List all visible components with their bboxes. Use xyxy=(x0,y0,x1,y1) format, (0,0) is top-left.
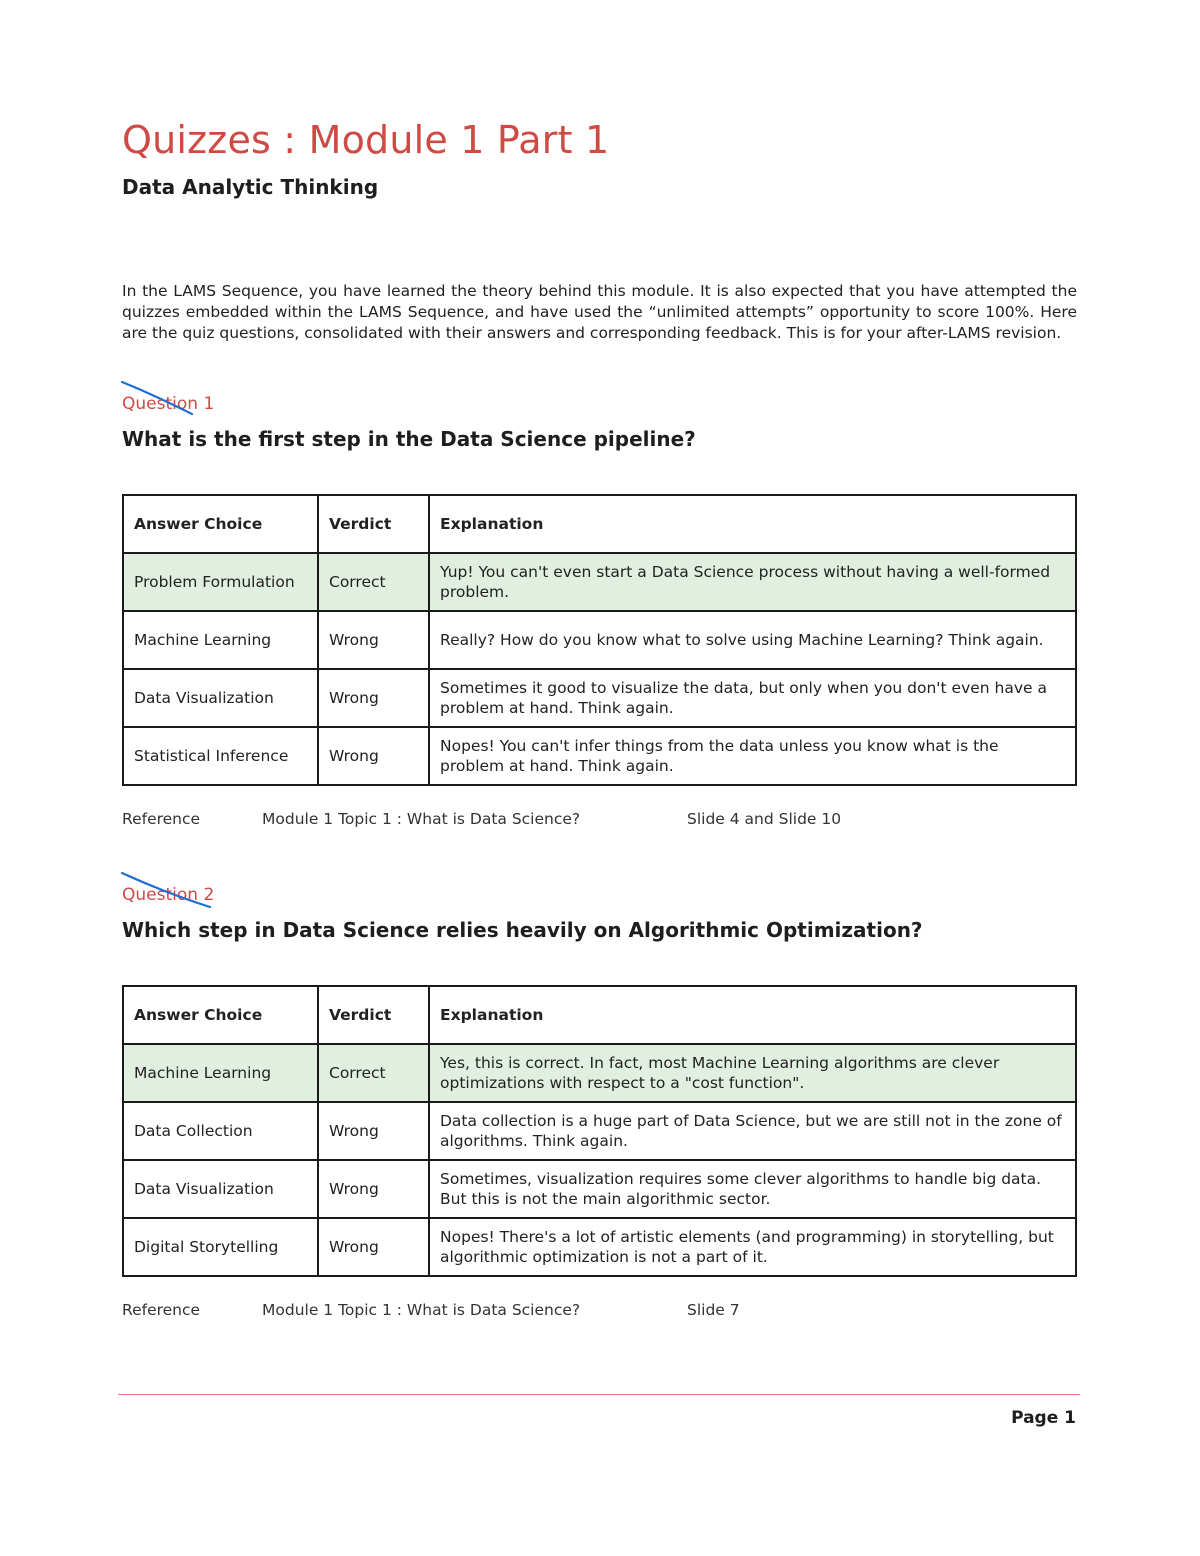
table-header-row xyxy=(123,986,1076,1044)
footer-divider xyxy=(118,1394,1080,1395)
question-2-answer-table xyxy=(122,985,1077,1277)
table-row xyxy=(123,669,1076,727)
reference-topic: Module 1 Topic 1 : What is Data Science? xyxy=(262,1301,581,1319)
explanation-cell: Data collection is a huge part of Data Science, but we are still not in the zone of algorithms. Think again. xyxy=(429,1102,1076,1160)
table-row xyxy=(123,553,1076,611)
question-2-label xyxy=(122,883,1077,907)
answer-cell: Statistical Inference xyxy=(123,727,318,785)
table-row xyxy=(123,1160,1076,1218)
reference-label: Reference xyxy=(122,810,201,828)
answer-cell: Digital Storytelling xyxy=(123,1218,318,1276)
reference-label: Reference xyxy=(122,1301,201,1319)
verdict-cell: Wrong xyxy=(318,1218,429,1276)
table-row xyxy=(123,1218,1076,1276)
header-answer-choice: Answer Choice xyxy=(123,495,318,553)
answer-cell: Data Visualization xyxy=(123,1160,318,1218)
explanation-cell: Nopes! You can't infer things from the data unless you know what is the problem at hand. Think again. xyxy=(429,727,1076,785)
verdict-cell: Correct xyxy=(318,553,429,611)
question-2-text: Which step in Data Science relies heavily on Algorithmic Optimization? xyxy=(122,918,923,942)
page-title: Quizzes : Module 1 Part 1 xyxy=(122,118,610,162)
question-1-reference xyxy=(122,810,1077,832)
pen-strike-icon xyxy=(120,378,200,422)
header-explanation: Explanation xyxy=(429,495,1076,553)
answer-cell: Machine Learning xyxy=(123,1044,318,1102)
question-1-block xyxy=(122,392,1077,452)
header-answer-choice: Answer Choice xyxy=(123,986,318,1044)
explanation-cell: Yup! You can't even start a Data Science process without having a well-formed problem. xyxy=(429,553,1076,611)
explanation-cell: Sometimes, visualization requires some clever algorithms to handle big data. But this is not the main algorithmic sector. xyxy=(429,1160,1076,1218)
verdict-cell: Correct xyxy=(318,1044,429,1102)
page-number: Page 1 xyxy=(1011,1408,1076,1428)
explanation-cell: Yes, this is correct. In fact, most Machine Learning algorithms are clever optimizations with respect to a "cost function". xyxy=(429,1044,1076,1102)
answer-cell: Problem Formulation xyxy=(123,553,318,611)
table-row xyxy=(123,611,1076,669)
question-1-text: What is the first step in the Data Science pipeline? xyxy=(122,427,696,451)
intro-paragraph: In the LAMS Sequence, you have learned the theory behind this module. It is also expected that you have attempted the quizzes embedded within the LAMS Sequence, and have used the “unlimited attempts” opportunity to score 100%. Here are the quiz questions, consolidated with their answers and corresponding feedback. This is for your after-LAMS revision. xyxy=(122,282,1077,342)
verdict-cell: Wrong xyxy=(318,1102,429,1160)
verdict-cell: Wrong xyxy=(318,669,429,727)
question-1-answer-table xyxy=(122,494,1077,786)
question-1-label xyxy=(122,392,1077,416)
reference-slides: Slide 4 and Slide 10 xyxy=(687,810,842,828)
question-2-label-text: Question 2 xyxy=(122,885,215,905)
page-subtitle: Data Analytic Thinking xyxy=(122,175,379,199)
reference-topic: Module 1 Topic 1 : What is Data Science? xyxy=(262,810,581,828)
question-1-label-text: Question 1 xyxy=(122,394,215,414)
verdict-cell: Wrong xyxy=(318,727,429,785)
header-verdict: Verdict xyxy=(318,986,429,1044)
header-verdict: Verdict xyxy=(318,495,429,553)
verdict-cell: Wrong xyxy=(318,611,429,669)
question-2-block xyxy=(122,883,1077,943)
explanation-cell: Really? How do you know what to solve using Machine Learning? Think again. xyxy=(429,611,1076,669)
reference-slides: Slide 7 xyxy=(687,1301,740,1319)
verdict-cell: Wrong xyxy=(318,1160,429,1218)
table-row xyxy=(123,727,1076,785)
explanation-cell: Sometimes it good to visualize the data, but only when you don't even have a problem at hand. Think again. xyxy=(429,669,1076,727)
header-explanation: Explanation xyxy=(429,986,1076,1044)
question-2-reference xyxy=(122,1301,1077,1323)
table-header-row xyxy=(123,495,1076,553)
explanation-cell: Nopes! There's a lot of artistic elements (and programming) in storytelling, but algorithmic optimization is not a part of it. xyxy=(429,1218,1076,1276)
answer-cell: Machine Learning xyxy=(123,611,318,669)
pen-strike-icon xyxy=(120,869,200,913)
table-row xyxy=(123,1102,1076,1160)
answer-cell: Data Visualization xyxy=(123,669,318,727)
answer-cell: Data Collection xyxy=(123,1102,318,1160)
table-row xyxy=(123,1044,1076,1102)
